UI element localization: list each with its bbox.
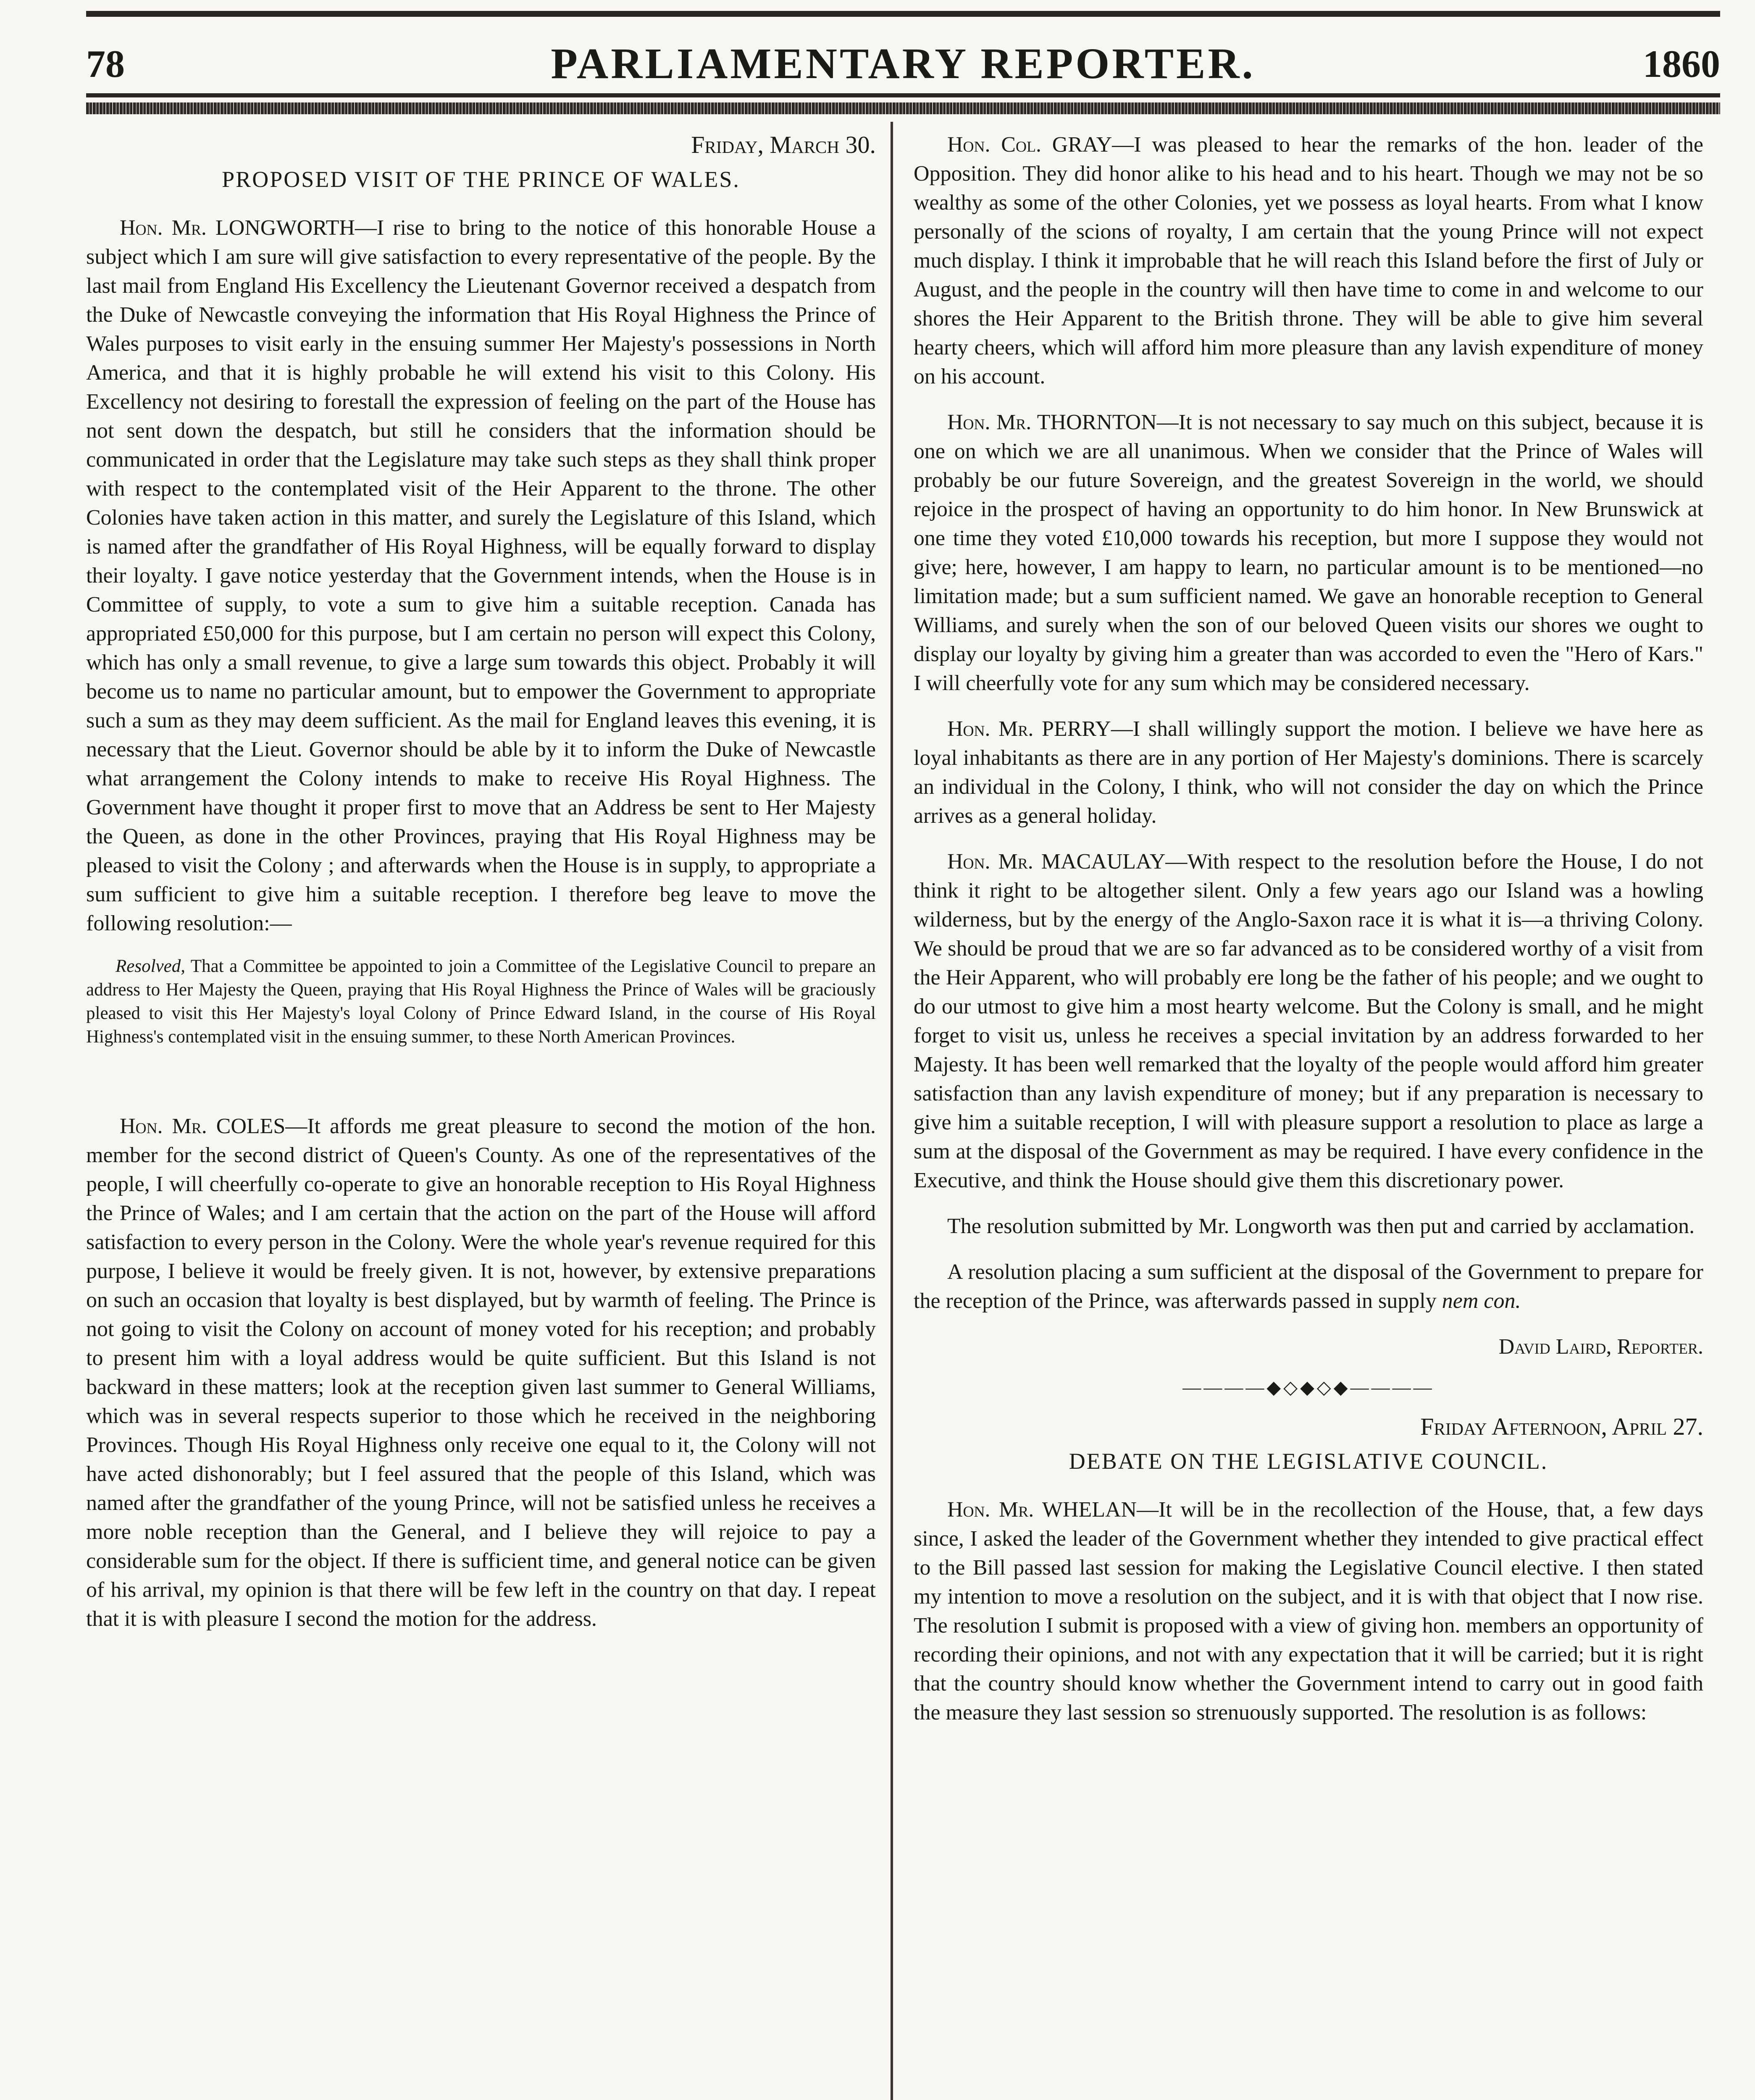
supply-resolution — [914, 1257, 1703, 1315]
speech-text: —I shall willingly support the motion. I believe we have here as loyal inhabitants as there are in any portion of Her Majesty's dominions. There is scarcely an individual in the Colony, I think, who will not consider the day on which the Prince arrives as a general holiday. — [914, 717, 1704, 828]
resolved-word: Resolved, — [116, 956, 185, 976]
section-heading: DEBATE ON THE LEGISLATIVE COUNCIL. — [1069, 1449, 1548, 1474]
speech-perry — [914, 714, 1703, 830]
speech-text: —It affords me great pleasure to second the motion of the hon. member for the second district of Queen's County. As one of the representatives of the people, I will cheerfully co-operate to give an honorable reception to His Royal Highness the Prince of Wales; and I am certain that the action on the part of the House will afford satisfaction to every person in the Colony. Were the whole year's revenue required for this purpose, I believe it would be freely given. It is not, however, by extensive preparations on such an occasion that loyalty is best displayed, but by warmth of feeling. The Prince is not going to visit the Colony on account of money voted for his reception; and probably to present him with a loyal address would be quite sufficient. But this Island is not backward in these matters; look at the reception given last summer to General Williams, which was in several respects superior to those which he received in the neighboring Provinces. Though His Royal Highness only receive one equal to it, the Colony will not have acted dishonorably; but I feel assured that the people of this Island, which was named after the grandfather of the young Prince, will not be satisfied unless he receives a more noble reception than the General, and I believe they will rejoice to pay a considerable sum for the object. If there is sufficient time, and general notice can be given of his arrival, my opinion is that there will be few left in the country on that day. I repeat that it is with pleasure I second the motion for the address. — [86, 1114, 876, 1631]
section-heading: PROPOSED VISIT OF THE PRINCE OF WALES. — [222, 167, 740, 192]
speaker-name: Hon. Mr. LONGWORTH — [120, 216, 355, 240]
speaker-name: Hon. Mr. PERRY — [947, 717, 1111, 741]
resolution-carried: The resolution submitted by Mr. Longworth was then put and carried by acclamation. — [947, 1214, 1695, 1238]
page-number: 78 — [86, 42, 125, 85]
column-divider — [891, 122, 893, 2100]
speech-longworth — [86, 213, 876, 938]
speech-text: —I was pleased to hear the remarks of the hon. leader of the Opposition. They did honor alike to his head and to his heart. Though we may not be so wealthy as some of the other Colonies, yet we possess as loyal hearts. From what I know personally of the scions of royalty, I am certain that the young Prince will not expect much display. I think it improbable that he will reach this Island before the first of July or August, and the people in the country will then have time to come in and welcome to our shores the Heir Apparent to the British throne. They will be able to give him several hearty cheers, which will afford him more pleasure than any lavish expenditure of money on his account. — [914, 133, 1703, 388]
speech-thornton — [914, 408, 1703, 698]
masthead-title: PARLIAMENTARY REPORTER. — [551, 39, 1256, 88]
speech-text: —With respect to the resolution before the House, I do not think it right to be altogether silent. Only a few years ago our Island was a howling wilderness, but by the energy of the Anglo-Saxon race it is what it is—a thriving Colony. We should be proud that we are so far advanced as to be considered worthy of a visit from the Heir Apparent, who will probably ere long be the father of his people; and we ought to do our utmost to give him a most hearty welcome. But the Colony is small, and he might forget to visit us, unless he receives a special invitation by an address forwarded to her Majesty. It has been well remarked that the loyalty of the people would afford him greater satisfaction than any lavish expenditure of money; but if any preparation is necessary to give him a suitable reception, I will with pleasure support a resolution to place as large a sum at the disposal of the Government as may be required. I have every confidence in the Executive, and think the House should give them this discretionary power. — [914, 850, 1703, 1192]
resolution-text — [86, 955, 876, 1049]
speech-text: —It will be in the recollection of the House, that, a few days since, I asked the leader of the Government whether they intended to give practical effect to the Bill passed last session for making the Legislative Council elective. I then stated my intention to move a resolution on the subject, and it is with that object that I now rise. The resolution I submit is proposed with a view of giving hon. members an opportunity of recording their opinions, and not with any expectation that it will be carried; but it is right that the country should know whether the Government intend to carry out in good faith the measure they last session so strenuously supported. The resolution is as follows: — [914, 1498, 1704, 1725]
speaker-name: Hon. Mr. COLES — [120, 1114, 286, 1138]
top-border — [86, 11, 1720, 17]
speech-gray — [914, 130, 1703, 391]
left-column — [86, 130, 876, 1650]
speech-text: —I rise to bring to the notice of this honorable House a subject which I am sure will give satisfaction to every representative of the people. By the last mail from England His Excellency the Lieutenant Governor received a despatch from the Duke of Newcastle conveying the information that His Royal Highness the Prince of Wales purposes to visit early in the ensuing summer Her Majesty's possessions in North America, and that it is highly probable he will extend his visit to this Colony. His Excellency not desiring to forestall the expression of feeling on the part of the House has not sent down the despatch, but still he considers that the information should be communicated in order that the Legislature may take such steps as they shall think proper with respect to the contemplated visit of the Heir Apparent to the throne. The other Colonies have taken action in this matter, and surely the Legislature of this Island, which is named after the grandfather of His Royal Highness, will be equally forward to display their loyalty. I gave notice yesterday that the Government intends, when the House is in Committee of supply, to vote a sum to give him a suitable reception. Canada has appropriated £50,000 for this purpose, but I am certain no person will expect this Colony, which has only a small revenue, to give a large sum towards this object. Probably it will become us to name no particular amount, but to empower the Government to appropriate such a sum as they may deem sufficient. As the mail for England leaves this evening, it is necessary that the Lieut. Governor should be able by it to inform the Duke of Newcastle what arrangement the Colony intends to make to receive His Royal Highness. The Government have thought it proper first to move that an Address be sent to Her Majesty the Queen, as done in the other Provinces, praying that His Royal Highness may be pleased to visit the Colony ; and afterwards when the House is in supply, to appropriate a sum sufficient to give him a suitable reception. I therefore beg leave to move the following resolution:— — [86, 216, 876, 935]
dateline: Friday, March 30. — [691, 131, 876, 158]
speech-coles — [86, 1112, 876, 1633]
header-ornamental-rule — [86, 102, 1720, 114]
header-rule — [86, 93, 1720, 97]
resolution-body: That a Committee be appointed to join a Committee of the Legislative Council to prepare an address to Her Majesty the Queen, praying that His Royal Highness the Prince of Wales will be graciously pleased to visit this Her Majesty's loyal Colony of Prince Edward Island, in the course of His Royal Highness's contemplated visit in the ensuing summer, to these North American Provinces. — [86, 956, 876, 1047]
speaker-name: Hon. Mr. THORNTON — [947, 410, 1157, 434]
speech-whelan — [914, 1495, 1703, 1727]
speaker-name: Hon. Mr. WHELAN — [947, 1498, 1137, 1522]
speech-text: —It is not necessary to say much on this subject, because it is one on which we are all unanimous. When we consider that the Prince of Wales will probably be our future Sovereign, and the greatest Sovereign in the world, we should rejoice in the prospect of having an opportunity to do him honor. In New Brunswick at one time they voted £10,000 towards his reception, but more I suppose they would not give; here, however, I am happy to learn, no particular amount is to be mentioned—no limitation made; but a sum sufficient named. We gave an honorable reception to General Williams, and surely when the son of our beloved Queen visits our shores we ought to display our loyalty by giving him a greater than was accorded to even the "Hero of Kars." I will cheerfully vote for any sum which may be considered necessary. — [914, 410, 1703, 695]
right-column — [914, 130, 1703, 1744]
supply-text: A resolution placing a sum sufficient at the disposal of the Government to prepare for the reception of the Prince, was afterwards passed in supply — [914, 1260, 1703, 1313]
masthead-year: 1860 — [1643, 42, 1720, 85]
dateline: Friday Afternoon, April 27. — [1420, 1413, 1703, 1440]
speech-macaulay — [914, 847, 1703, 1195]
reporter-signature: David Laird, Reporter. — [1498, 1335, 1703, 1359]
nem-con: nem con. — [1442, 1289, 1521, 1313]
page-header — [86, 39, 1720, 89]
ornamental-divider: ————◆◇◆◇◆———— — [1182, 1377, 1434, 1398]
speaker-name: Hon. Col. GRAY — [947, 133, 1112, 157]
speaker-name: Hon. Mr. MACAULAY — [947, 850, 1166, 874]
